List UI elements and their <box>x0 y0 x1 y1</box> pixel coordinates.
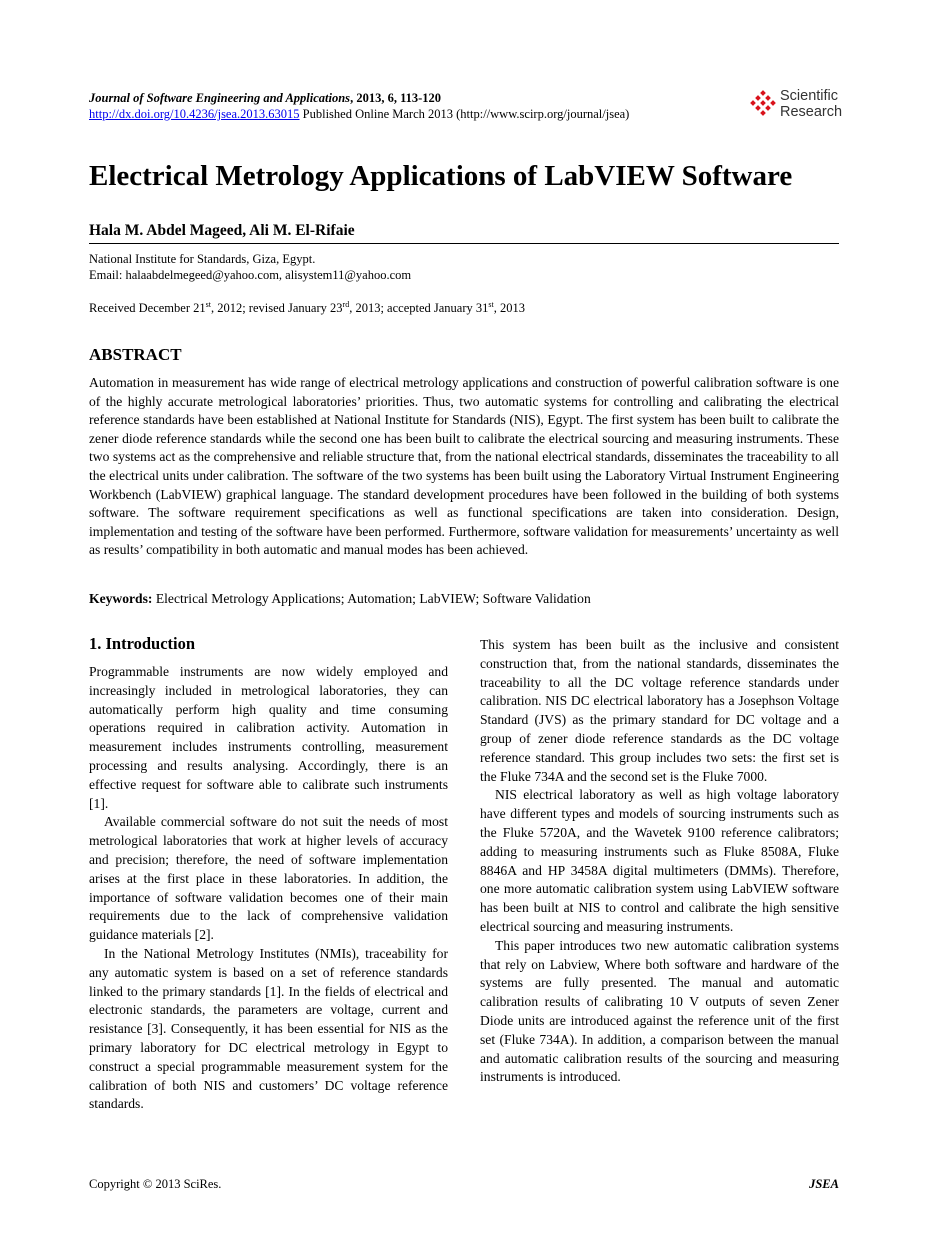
affiliation-block <box>89 251 411 283</box>
section-heading-introduction: 1. Introduction <box>89 634 196 653</box>
doi-link[interactable]: http://dx.doi.org/10.4236/jsea.2013.63015 <box>89 107 300 121</box>
abstract-heading: ABSTRACT <box>89 345 182 364</box>
journal-name: Journal of Software Engineering and Applications <box>89 91 351 105</box>
revised-sup: rd <box>342 299 350 309</box>
paragraph: Programmable instruments are now widely employed and increasingly included in metrological laboratories, they can automatically perform high quality and time consuming operations required in calibration activity. Automation in measurement includes instruments controlling, measurement processing and results analysing. Accordingly, there is an effective request for software able to calibrate such instruments [1]. <box>89 664 448 811</box>
paragraph: NIS electrical laboratory as well as high voltage laboratory have different types and models of sourcing instruments such as the Fluke 5720A, and the Wavetek 9100 reference calibrators; adding to measuring instruments such as Fluke 8508A, Fluke 8846A and HP 3458A digital multimeters (DMMs). Therefore, one more automatic calibration system using LabVIEW software has been built at NIS to control and calibrate the high sensitive electrical sourcing and measuring instruments. <box>480 787 839 934</box>
keywords <box>89 590 591 608</box>
logo-diamonds-icon <box>748 90 778 120</box>
paragraph: In the National Metrology Institutes (NMIs), traceability for any automatic system is based on a set of reference standards linked to the primary standards [1]. In the fields of electrical and electronic standards, the parameters are voltage, current and resistance [3]. Consequently, it has been essential for NIS as the primary laboratory for DC electrical metrology in Egypt to construct a special programmable measurement system for the calibration of both NIS and customers’ DC voltage reference standards. <box>89 945 448 1112</box>
received-dates <box>89 300 525 316</box>
journal-citation <box>89 91 441 106</box>
published-online: Published Online March 2013 (http://www.scirp.org/journal/jsea) <box>299 107 630 121</box>
footer-journal-abbrev: JSEA <box>809 1177 839 1191</box>
abstract-text: Automation in measurement has wide range of electrical metrology applications and construction of powerful calibration software is one of the highly accurate metrological laboratories’ priorities. Thus, two automatic systems for controlling and calibrating the electrical reference standards have been established at National Institute for Standards (NIS), Egypt. The first system has been built to calibrate the zener diode reference standards while the second one has been built to calibrate the electrical sourcing and measuring instruments. These two systems act as the comprehensive and reliable structure that, from the national electrical standards, disseminates the traceability to all the electrical units under calibration. The software of the two systems has been built using the Laboratory Virtual Instrument Engineering Workbench (LabVIEW) graphical language. The standard development procedures have been followed in the building of both systems software. The software requirement specifications as well as functional specifications are taken into consideration. Design, implementation and testing of the software have been performed. Furthermore, software validation for measurements’ uncertainty as well as results’ compatibility in both automatic and manual modes has been achieved. <box>89 375 839 558</box>
author-divider <box>89 243 839 244</box>
accepted-year: , 2013 <box>493 301 525 315</box>
accepted-part: , 2013; accepted January 31 <box>349 301 489 315</box>
paragraph: This system has been built as the inclusive and consistent construction that, from the national standards, disseminates the traceability to all the DC voltage reference standards under calibration. NIS DC electrical laboratory has a Josephson Voltage Standard (JVS) as the primary standard for DC voltage and a group of zener diode reference standards as the DC voltage reference standard. This group includes two sets: the first set is the Fluke 734A and the second set is the Fluke 7000. <box>480 637 839 784</box>
paper-title: Electrical Metrology Applications of LabVIEW Software <box>89 160 793 192</box>
scientific-research-logo <box>748 88 843 124</box>
received-part: Received December 21 <box>89 301 206 315</box>
keywords-label: Keywords: <box>89 591 153 606</box>
affiliation: National Institute for Standards, Giza, Egypt. <box>89 252 316 266</box>
right-column <box>480 636 839 1087</box>
accepted-sup: st <box>488 299 494 309</box>
revised-part: , 2012; revised January 23 <box>210 301 343 315</box>
received-sup: st <box>205 299 211 309</box>
authors: Hala M. Abdel Mageed, Ali M. El-Rifaie <box>89 222 355 239</box>
logo-line-2: Research <box>780 104 843 120</box>
journal-details: , 2013, 6, 113-120 <box>350 91 442 105</box>
doi-line <box>89 107 629 122</box>
paragraph: Available commercial software do not suit the needs of most metrological laboratories that work at higher levels of accuracy and precision; therefore, the need of software implementation arises at the first place in these laboratories. In addition, the importance of software validation becomes one of their main requirements due to the lack of comprehensive validation guidance materials [2]. <box>89 814 448 943</box>
email: Email: halaabdelmegeed@yahoo.com, alisystem11@yahoo.com <box>89 268 412 282</box>
left-column <box>89 663 448 1114</box>
paragraph: This paper introduces two new automatic calibration systems that rely on Labview, Where both software and hardware of the systems are fully presented. The manual and automatic calibration results of calibrating 10 V outputs of seven Zener Diode units are introduced against the reference unit of the first set (Fluke 734A). In addition, a comparison between the manual and automatic calibration results of the sourcing and measuring instruments is introduced. <box>480 937 839 1085</box>
logo-text <box>780 88 842 120</box>
keywords-text: Electrical Metrology Applications; Automation; LabVIEW; Software Validation <box>152 591 591 606</box>
logo-line-1: Scientific <box>780 88 839 104</box>
footer-copyright: Copyright © 2013 SciRes. <box>89 1177 222 1191</box>
